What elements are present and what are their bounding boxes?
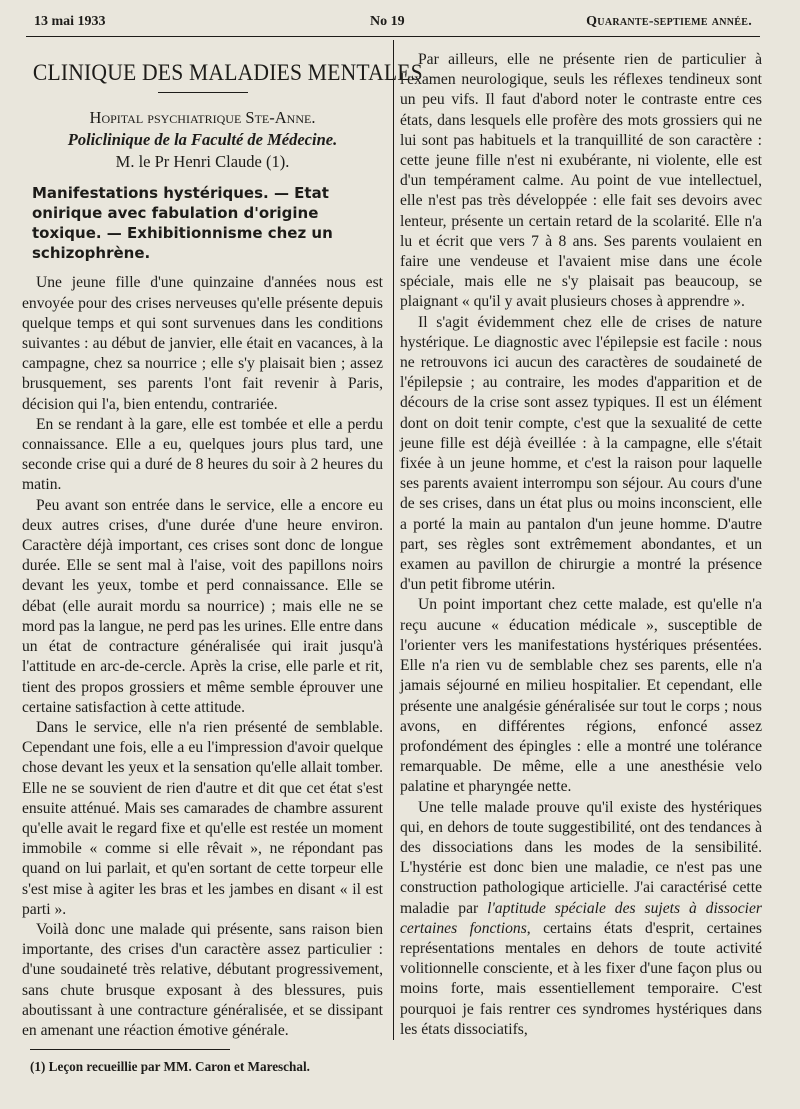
publication-year: Quarante-septieme année. <box>586 14 752 29</box>
footnote: (1) Leçon recueillie par MM. Caron et Mareschal. <box>30 1059 310 1075</box>
paragraph: Un point important chez cette malade, est qu'elle n'a reçu aucune « éducation médicale », susceptible de l'orienter vers les manifestations hystériques présentées. Elle n'a rien vu de semblable chez ses parents, elle n'a jamais séjourné en milieu hospitalier. Et cependant, elle présente une analgésie généralisée sur tout le corps ; nous avons, en différentes régions, enfoncé assez profondément des épingles : elle a montré une tolérance remarquable. De même, elle a une anesthésie velo palatine et pharyngée nette. <box>400 596 762 796</box>
professor-name: M. le Pr Henri Claude (1). <box>115 152 290 172</box>
paragraph: Peu avant son entrée dans le service, elle a encore eu deux autres crises, d'une durée d'une heure environ. Caractère déjà important, ces crises sont donc de longue durée. Elle se sent mal à l'aise, voit des papillons noirs devant les yeux, tombe et perd connaissance. Elle se débat (elle aurait mordu sa nourrice) ; mais elle ne se mord pas la langue, ne perd pas les urines. Elle entre dans un état de contracture généralisée qui irait jusqu'à l'attitude en arc-de-cercle. Après la crise, elle parle et rit, tient des propos grossiers et même semble éprouver une certaine satisfaction à cette attitude. <box>22 496 383 716</box>
paragraph: Une jeune fille d'une quinzaine d'années nous est envoyée pour des crises nerveuses qu'elle présente depuis quelque temps et qui sont survenues dans les conditions suivantes : au début de janvier, elle était en vacances, à la campagne, chez sa nourrice ; elle s'y plaisait bien ; assez brusquement, ses parents l'ont fait revenir à Paris, décision qui l'a, bien entendu, contrariée. <box>22 274 383 413</box>
running-head <box>34 14 752 34</box>
paragraph-final <box>400 798 762 1040</box>
paragraph: Il s'agit évidemment chez elle de crises de nature hystérique. Le diagnostic avec l'épilepsie est facile : nous ne retrouvons ici aucun des caractères de soudaineté de l'épilepsie ; au contraire, les modes d'apparition et de décours de la crise sont assez typiques. Il est un élément dont on doit tenir compte, c'est que la sexualité de cette jeune fille est déjà éveillée : à la campagne, elle s'était fixée à un jeune homme, et c'est la raison pour laquelle ses parents avaient interrompu son séjour. Au cours d'une de ses crises, dans un état plus ou moins inconscient, elle a porté la main au pantalon d'un jeune homme. D'autre part, ses règles sont extrêmement abondantes, et un examen au pavillon de chirurgie a montré la présence d'un petit fibrome utérin. <box>400 313 762 594</box>
column-divider <box>393 40 394 1040</box>
paragraph-text: , certains états d'esprit, certaines représentations mentales en dehors de toute activité volitionnelle consciente, et à les fixer d'une façon plus ou moins forte, mais essentiellement temporaire. C'est pourquoi je fais rentrer ces syndromes hystériques dans les états dissociatifs, <box>400 919 762 1038</box>
hospital-name: Hopital psychiatrique Ste-Anne. <box>89 108 316 128</box>
paragraph: En se rendant à la gare, elle est tombée et elle a perdu connaissance. Elle a eu, quelques jours plus tard, une seconde crise qui a duré de 8 heures du soir à 2 heures du matin. <box>22 415 383 494</box>
footnote-rule <box>30 1049 230 1050</box>
paragraph: Par ailleurs, elle ne présente rien de particulier à l'examen neurologique, seuls les réflexes tendineux sont un peu vifs. Il faut d'abord noter le contraste entre ces états, dans lesquels elle profère des mots grossiers qui ne lui sont pas habituels et la tranquillité de son caractère : cette jeune fille n'est ni exubérante, ni violente, elle est d'un tempérament calme. Au point de vue intellectuel, elle n'est pas très développée : elle fait ses devoirs avec lenteur, présente un certain retard de la scolarité. Elle n'a lu et écrit que vers 7 à 8 ans. Ses parents voulaient en faire une vendeuse et l'avaient mise dans une école spéciale, mais elle ne s'y plaisait pas beaucoup, se plaignant « qu'il y avait plusieurs choses à apprendre ». <box>400 51 762 311</box>
paragraph: Dans le service, elle n'a rien présenté de semblable. Cependant une fois, elle a eu l'impression d'avoir quelque chose devant les yeux et la sensation qu'elle allait tomber. Elle ne se souvient de rien d'autre et dit que cet état s'est ensuite atténué. Mais ses camarades de chambre assurent qu'elle avait le regard fixe et qu'elle est restée un moment immobile « comme si elle rêvait », ne répondant pas quand on lui parlait, et qu'en sortant de cette torpeur elle s'est mise à agiter les bras et les jambes en disant « il est parti ». <box>22 718 383 918</box>
paragraph-text: Une telle malade prouve qu'il existe des hystériques qui, en dehors de toute suggestibilité, ont des tendances à des dissociations dans les modes de la sensibilité. L'hystérie est donc bien une maladie, ce n'est pas une construction pathologique articielle. J'ai caractérisé cette maladie par <box>400 798 762 917</box>
section-title: CLINIQUE DES MALADIES MENTALES <box>32 60 423 85</box>
issue-date: 13 mai 1933 <box>34 14 106 29</box>
right-column <box>400 50 762 1040</box>
emphasis-text: l'aptitude spéciale des sujets à dissocier certaines fonctions <box>400 899 762 937</box>
issue-number: No 19 <box>370 14 405 29</box>
left-column <box>22 50 423 1075</box>
title-rule <box>158 92 248 93</box>
paragraph: Voilà donc une malade qui présente, sans raison bien importante, des crises d'un caractère assez particulier : d'une soudaineté très relative, débutant progressivement, sans chute brusque exposant à des blessures, puis aboutissant à une contracture généralisée, et se dissipant en amenant une réaction émotive générale. <box>22 920 383 1039</box>
header-rule <box>26 36 760 37</box>
policlinic-name: Policlinique de la Faculté de Médecine. <box>67 130 338 150</box>
lecture-subheading: Manifestations hystériques. — Etat onirique avec fabulation d'origine toxique. — Exhibitionnisme chez un schizophrène. <box>32 184 333 263</box>
